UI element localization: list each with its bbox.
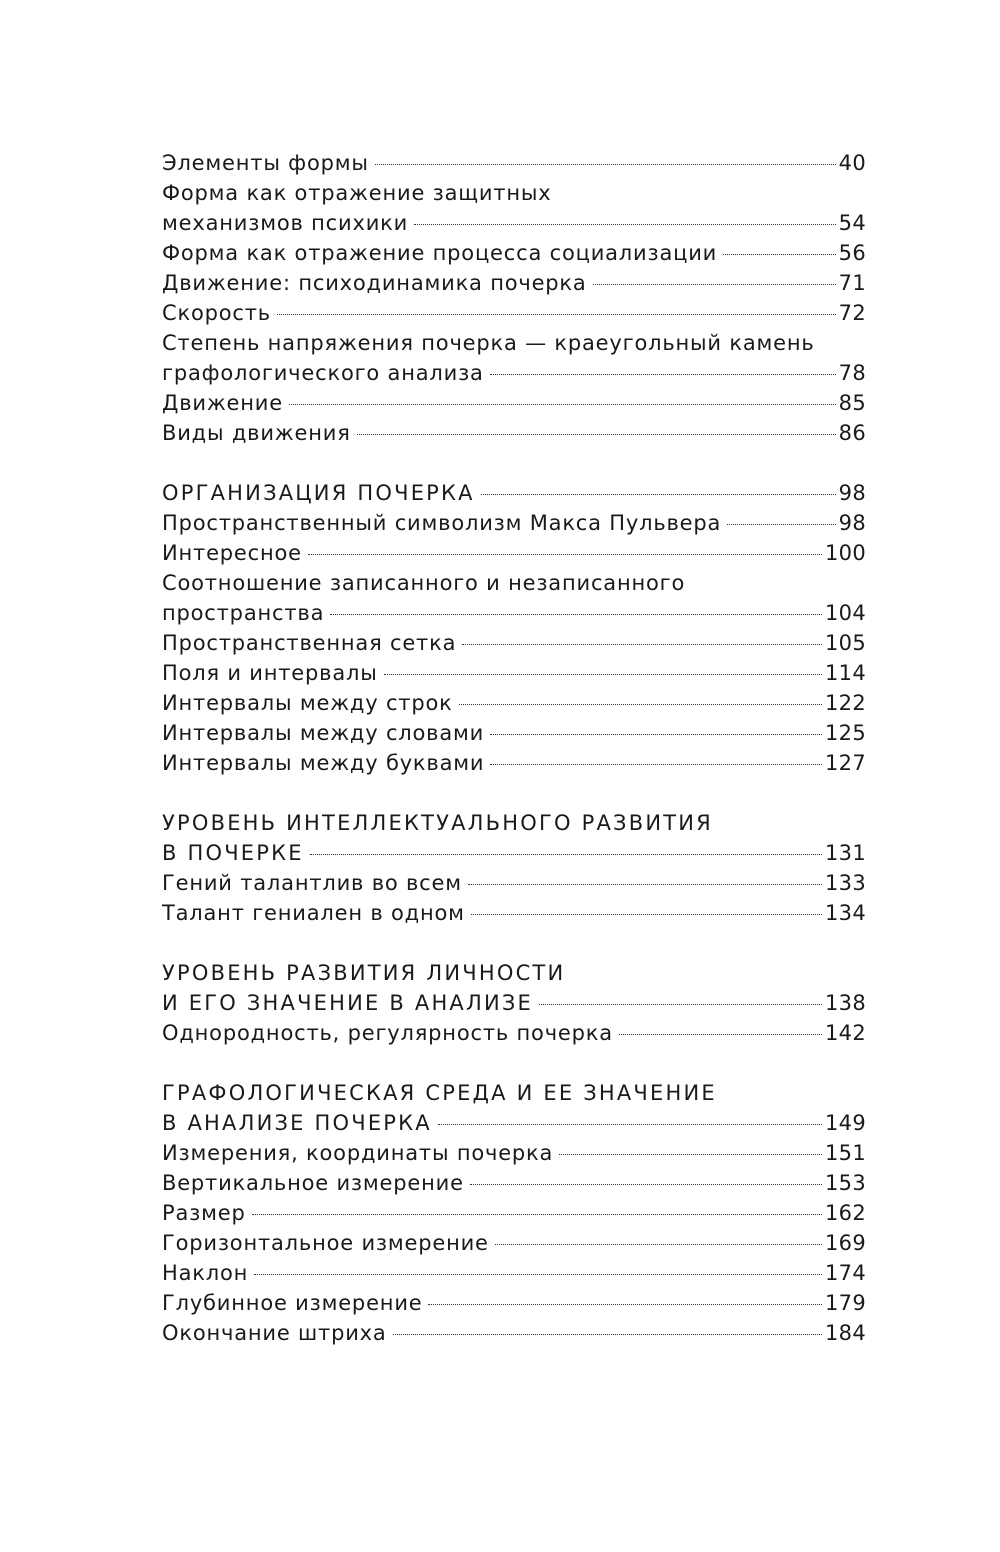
toc-entry-line[interactable] [162, 328, 866, 358]
dot-leader [289, 404, 836, 405]
dot-leader [462, 644, 822, 645]
dot-leader [308, 554, 822, 555]
toc-entry[interactable] [162, 1318, 866, 1348]
toc-section-heading-line[interactable] [162, 808, 866, 838]
toc-entry-title: Движение [162, 391, 283, 415]
toc-entry-page: 169 [825, 1231, 866, 1255]
dot-leader [468, 884, 822, 885]
section-gap [162, 778, 866, 808]
toc-entry[interactable] [162, 538, 866, 568]
toc-entry-title: ГРАФОЛОГИЧЕСКАЯ СРЕДА И ЕЕ ЗНАЧЕНИЕ [162, 1081, 717, 1105]
toc-entry-title: И ЕГО ЗНАЧЕНИЕ В АНАЛИЗЕ [162, 991, 534, 1015]
dot-leader [254, 1274, 822, 1275]
dot-leader [375, 164, 836, 165]
toc-entry-page: 162 [825, 1201, 866, 1225]
dot-leader [593, 284, 836, 285]
toc-entry-page: 134 [825, 901, 866, 925]
section-gap [162, 1048, 866, 1078]
dot-leader [384, 674, 822, 675]
toc-entry-line[interactable] [162, 178, 866, 208]
dot-leader [723, 254, 836, 255]
toc-entry-page: 179 [825, 1291, 866, 1315]
toc-entry[interactable] [162, 748, 866, 778]
dot-leader [414, 224, 836, 225]
toc-section-heading[interactable] [162, 988, 866, 1018]
toc-entry-page: 85 [838, 391, 866, 415]
toc-entry-title: Размер [162, 1201, 246, 1225]
toc-entry[interactable] [162, 208, 866, 238]
dot-leader [252, 1214, 822, 1215]
toc-section-heading[interactable] [162, 1108, 866, 1138]
dot-leader [357, 434, 836, 435]
toc-entry-page: 78 [838, 361, 866, 385]
toc-entry-title: Движение: психодинамика почерка [162, 271, 587, 295]
toc-entry[interactable] [162, 598, 866, 628]
toc-entry-page: 40 [838, 151, 866, 175]
toc-entry-title: Гений талантлив во всем [162, 871, 462, 895]
toc-entry-title: Соотношение записанного и незаписанного [162, 571, 686, 595]
toc-entry-page: 133 [825, 871, 866, 895]
toc-entry-page: 131 [825, 841, 866, 865]
toc-entry-title: Пространственный символизм Макса Пульвера [162, 511, 722, 535]
toc-entry-page: 56 [838, 241, 866, 265]
dot-leader [490, 734, 822, 735]
toc-entry-page: 114 [825, 661, 866, 685]
toc-section-heading[interactable] [162, 838, 866, 868]
table-of-contents [162, 148, 866, 1348]
toc-entry-page: 153 [825, 1171, 866, 1195]
toc-entry-title: Однородность, регулярность почерка [162, 1021, 613, 1045]
toc-entry-page: 151 [825, 1141, 866, 1165]
section-gap [162, 448, 866, 478]
toc-entry[interactable] [162, 508, 866, 538]
toc-entry-page: 122 [825, 691, 866, 715]
dot-leader [619, 1034, 822, 1035]
dot-leader [310, 854, 822, 855]
toc-entry[interactable] [162, 1258, 866, 1288]
toc-entry-title: Окончание штриха [162, 1321, 387, 1345]
toc-entry-page: 98 [838, 511, 866, 535]
section-gap [162, 928, 866, 958]
toc-entry-title: Интервалы между строк [162, 691, 453, 715]
toc-entry[interactable] [162, 298, 866, 328]
toc-entry[interactable] [162, 658, 866, 688]
toc-section-heading-line[interactable] [162, 1078, 866, 1108]
toc-entry-title: Виды движения [162, 421, 351, 445]
dot-leader [495, 1244, 822, 1245]
toc-entry-title: графологического анализа [162, 361, 484, 385]
toc-entry-title: Интересное [162, 541, 302, 565]
toc-entry-title: Поля и интервалы [162, 661, 378, 685]
toc-entry[interactable] [162, 688, 866, 718]
toc-entry-page: 138 [825, 991, 866, 1015]
toc-entry-page: 149 [825, 1111, 866, 1135]
dot-leader [438, 1124, 822, 1125]
toc-entry-title: УРОВЕНЬ РАЗВИТИЯ ЛИЧНОСТИ [162, 961, 566, 985]
toc-entry[interactable] [162, 1018, 866, 1048]
toc-section-heading[interactable] [162, 478, 866, 508]
dot-leader [459, 704, 822, 705]
dot-leader [559, 1154, 822, 1155]
dot-leader [428, 1304, 822, 1305]
toc-entry-title: Наклон [162, 1261, 249, 1285]
toc-entry[interactable] [162, 1228, 866, 1258]
toc-entry-title: Пространственная сетка [162, 631, 457, 655]
toc-entry-title: Элементы формы [162, 151, 369, 175]
toc-entry-title: Интервалы между словами [162, 721, 485, 745]
toc-entry[interactable] [162, 1168, 866, 1198]
toc-entry-title: Талант гениален в одном [162, 901, 465, 925]
toc-entry-page: 71 [838, 271, 866, 295]
toc-entry-title: Глубинное измерение [162, 1291, 423, 1315]
dot-leader [490, 764, 822, 765]
toc-entry-title: Форма как отражение процесса социализации [162, 241, 718, 265]
dot-leader [481, 494, 836, 495]
toc-entry-title: В ПОЧЕРКЕ [162, 841, 304, 865]
toc-entry[interactable] [162, 628, 866, 658]
dot-leader [277, 314, 836, 315]
dot-leader [490, 374, 836, 375]
toc-entry-line[interactable] [162, 568, 866, 598]
toc-entry[interactable] [162, 358, 866, 388]
toc-entry[interactable] [162, 148, 866, 178]
toc-entry-title: Измерения, координаты почерка [162, 1141, 554, 1165]
toc-entry[interactable] [162, 1138, 866, 1168]
toc-entry-title: УРОВЕНЬ ИНТЕЛЛЕКТУАЛЬНОГО РАЗВИТИЯ [162, 811, 713, 835]
toc-entry-page: 100 [825, 541, 866, 565]
toc-entry-page: 72 [838, 301, 866, 325]
toc-entry-title: Горизонтальное измерение [162, 1231, 489, 1255]
toc-entry-page: 142 [825, 1021, 866, 1045]
toc-entry-title: Скорость [162, 301, 271, 325]
toc-entry[interactable] [162, 868, 866, 898]
toc-entry-page: 125 [825, 721, 866, 745]
toc-entry[interactable] [162, 268, 866, 298]
toc-section-heading-line[interactable] [162, 958, 866, 988]
dot-leader [393, 1334, 822, 1335]
toc-entry-page: 105 [825, 631, 866, 655]
dot-leader [470, 1184, 822, 1185]
toc-entry[interactable] [162, 1288, 866, 1318]
toc-entry-page: 54 [838, 211, 866, 235]
toc-entry-page: 174 [825, 1261, 866, 1285]
toc-entry[interactable] [162, 1198, 866, 1228]
toc-entry-title: пространства [162, 601, 325, 625]
toc-entry-page: 98 [838, 481, 866, 505]
toc-entry-title: Вертикальное измерение [162, 1171, 464, 1195]
toc-entry[interactable] [162, 898, 866, 928]
toc-entry-title: Степень напряжения почерка — краеугольный камень [162, 331, 815, 355]
toc-entry[interactable] [162, 388, 866, 418]
toc-entry-page: 184 [825, 1321, 866, 1345]
toc-entry[interactable] [162, 418, 866, 448]
dot-leader [471, 914, 822, 915]
toc-entry-title: Интервалы между буквами [162, 751, 485, 775]
toc-entry-title: механизмов психики [162, 211, 409, 235]
toc-entry[interactable] [162, 718, 866, 748]
toc-entry-page: 104 [825, 601, 866, 625]
toc-entry[interactable] [162, 238, 866, 268]
toc-entry-title: Форма как отражение защитных [162, 181, 552, 205]
dot-leader [539, 1004, 822, 1005]
toc-entry-title: ОРГАНИЗАЦИЯ ПОЧЕРКА [162, 481, 475, 505]
toc-entry-page: 86 [838, 421, 866, 445]
dot-leader [727, 524, 835, 525]
toc-entry-page: 127 [825, 751, 866, 775]
toc-entry-title: В АНАЛИЗЕ ПОЧЕРКА [162, 1111, 432, 1135]
dot-leader [330, 614, 822, 615]
